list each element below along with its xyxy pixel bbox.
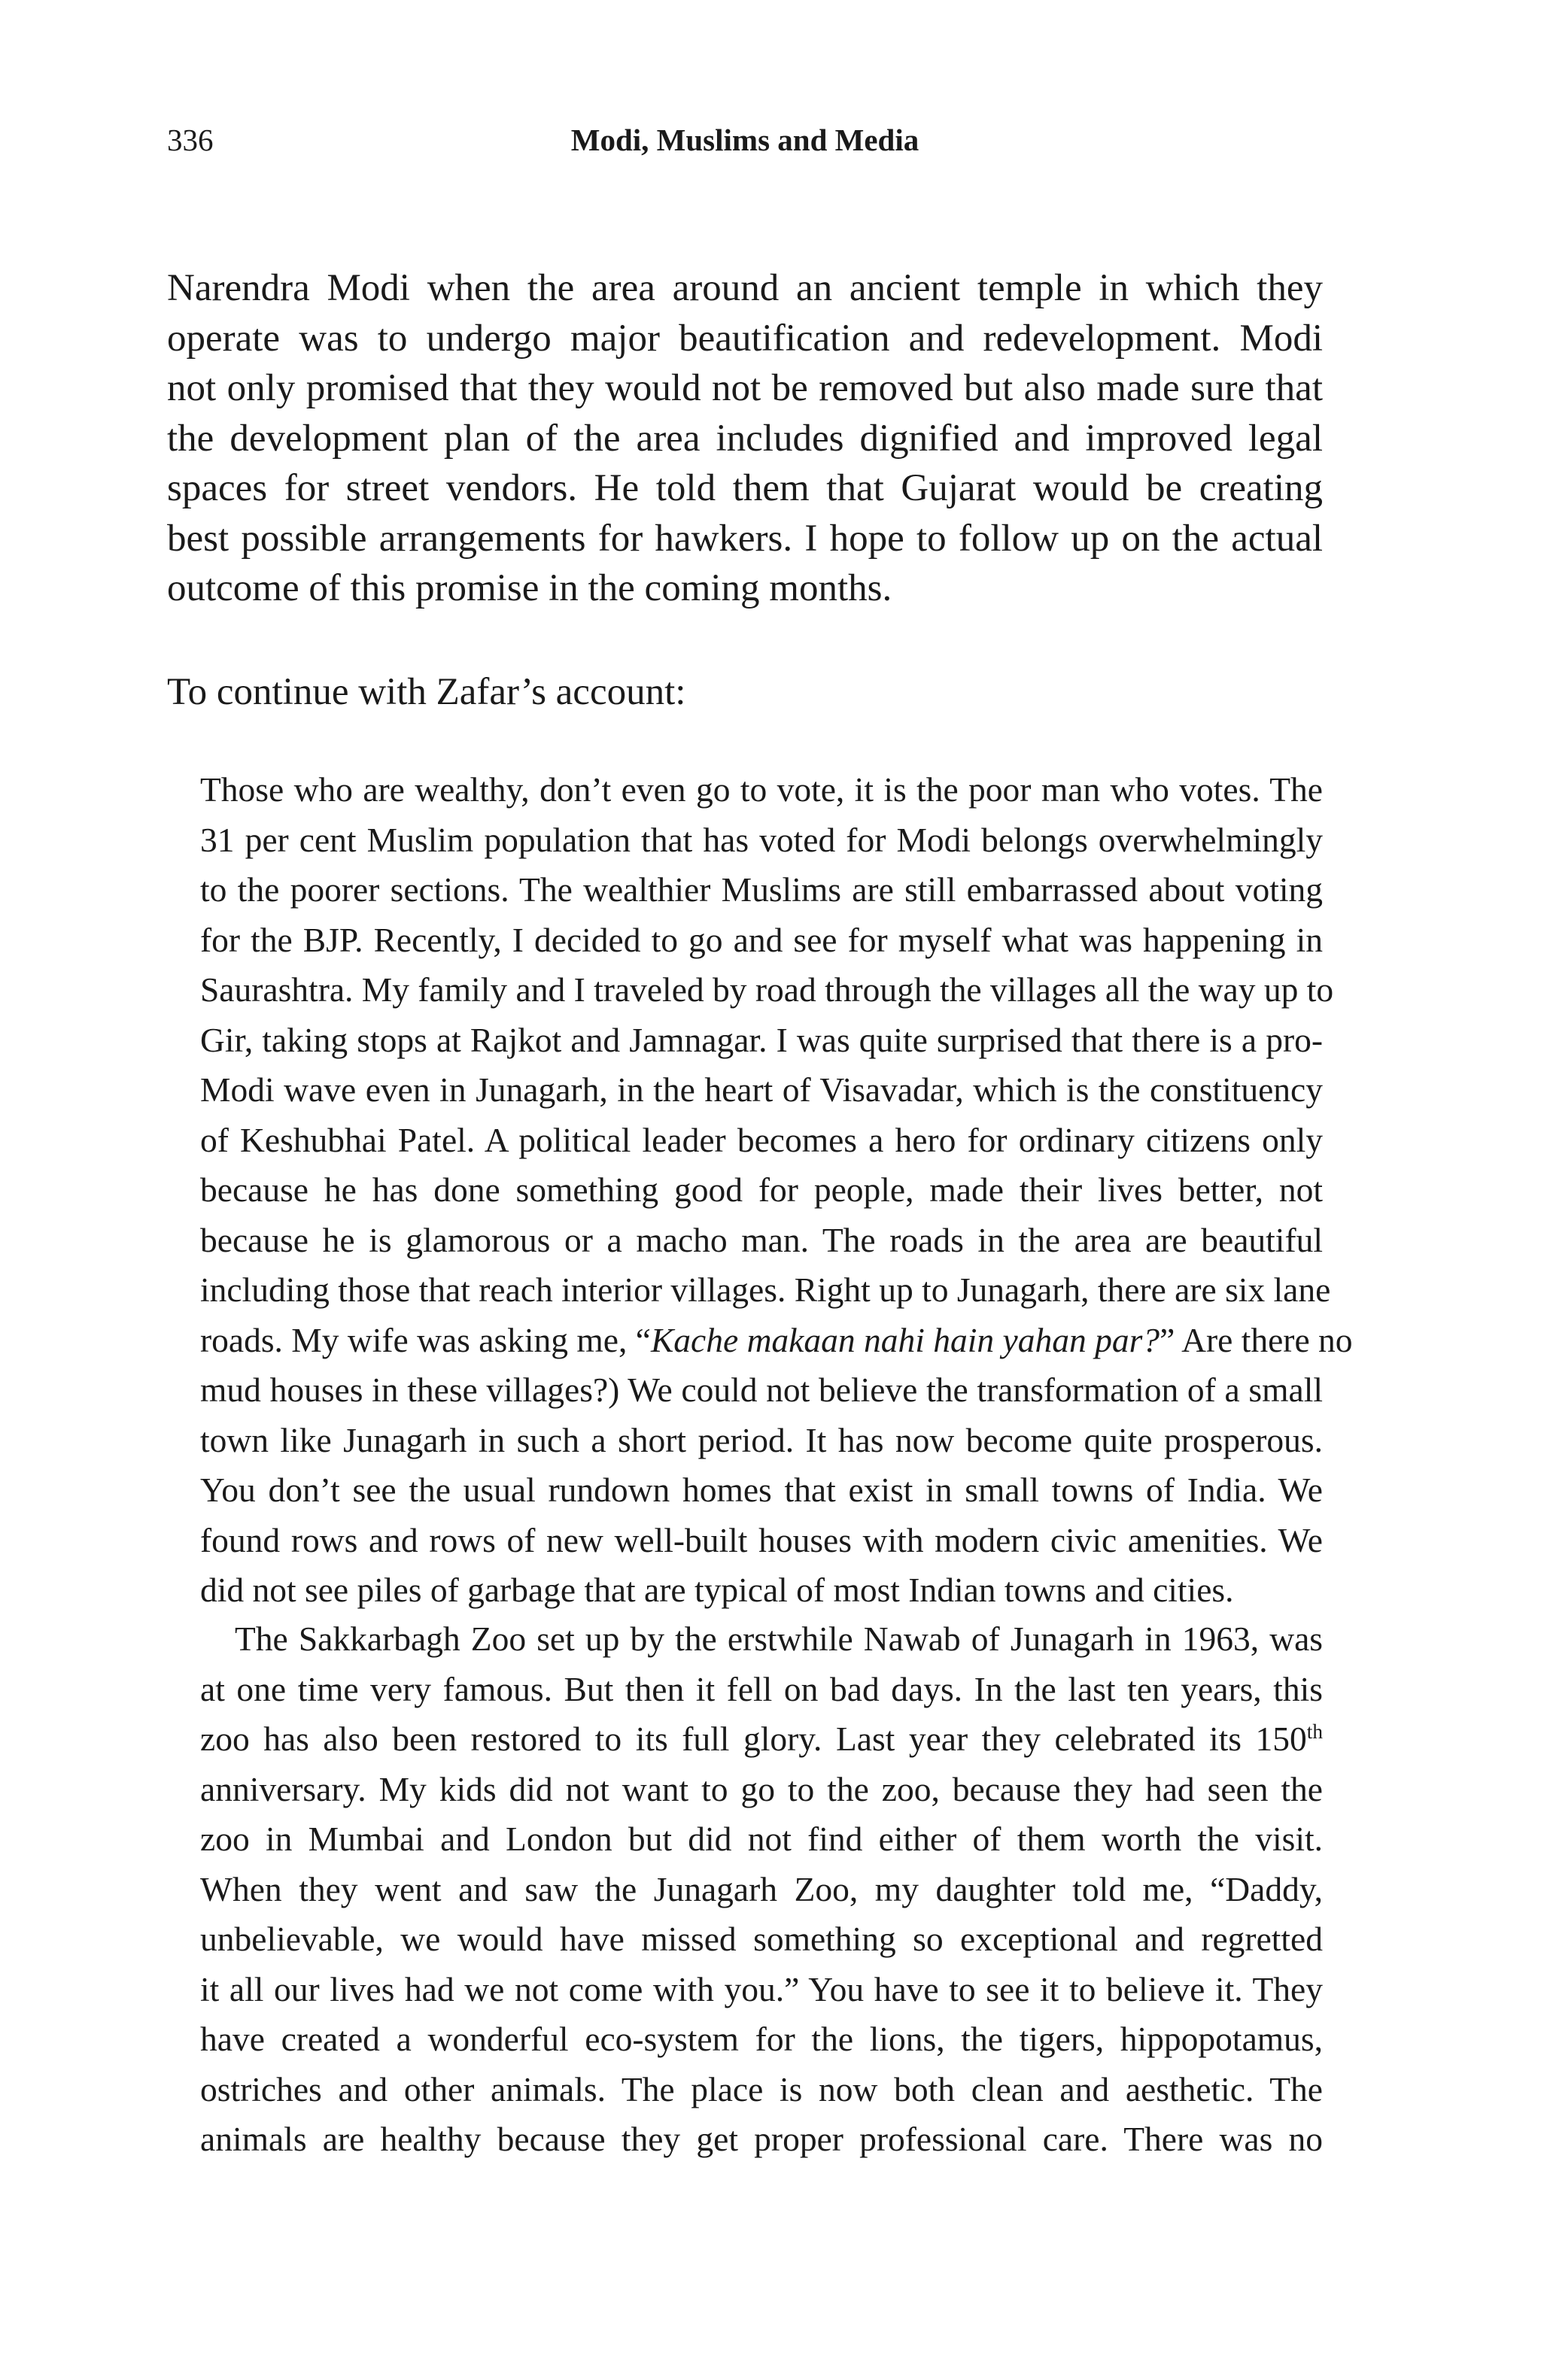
quote-line: animals are healthy because they get proper professional care. There was no bbox=[200, 2120, 1323, 2158]
quote-line: Gir, taking stops at Rajkot and Jamnagar. I was quite surprised that there is a pro- bbox=[200, 1020, 1323, 1059]
quote-line: anniversary. My kids did not want to go to the zoo, because they had seen the bbox=[200, 1769, 1323, 1808]
quote-line: mud houses in these villages?) We could not believe the transformation of a small bbox=[200, 1371, 1323, 1409]
quote-line: unbelievable, we would have missed something so exceptional and regretted bbox=[200, 1920, 1323, 1958]
quote-line: The Sakkarbagh Zoo set up by the erstwhile Nawab of Junagarh in 1963, was bbox=[235, 1620, 1323, 1658]
quote-line: to the poorer sections. The wealthier Muslims are still embarrassed about voting bbox=[200, 870, 1323, 909]
quote-line: found rows and rows of new well-built houses with modern civic amenities. We bbox=[200, 1520, 1323, 1559]
quote-line: because he has done something good for people, made their lives better, not bbox=[200, 1170, 1323, 1209]
quote-text: ” Are there no bbox=[1160, 1320, 1353, 1359]
quote-line: zoo in Mumbai and London but did not find either of them worth the visit. bbox=[200, 1820, 1323, 1858]
quote-line: Saurashtra. My family and I traveled by road through the villages all the way up to bbox=[200, 970, 1334, 1009]
text-line: outcome of this promise in the coming months. bbox=[167, 567, 892, 609]
quote-line: 31 per cent Muslim population that has voted for Modi belongs overwhelmingly bbox=[200, 820, 1323, 859]
quote-line: ostriches and other animals. The place is now both clean and aesthetic. The bbox=[200, 2069, 1323, 2108]
quote-line: for the BJP. Recently, I decided to go and see for myself what was happening in bbox=[200, 920, 1323, 959]
quote-text: roads. My wife was asking me, “ bbox=[200, 1320, 651, 1359]
text-line: not only promised that they would not be removed but also made sure that bbox=[167, 367, 1323, 409]
quote-line: did not see piles of garbage that are typical of most Indian towns and cities. bbox=[200, 1571, 1234, 1609]
quote-line: of Keshubhai Patel. A political leader becomes a hero for ordinary citizens only bbox=[200, 1120, 1323, 1159]
text-line: To continue with Zafar’s account: bbox=[167, 671, 686, 713]
quote-line: Modi wave even in Junagarh, in the heart of Visavadar, which is the constituency bbox=[200, 1070, 1323, 1109]
text-line: best possible arrangements for hawkers. I hope to follow up on the actual bbox=[167, 517, 1323, 560]
block-quote-paragraph-2 bbox=[200, 1614, 1323, 2165]
book-title: Modi, Muslims and Media bbox=[570, 123, 919, 157]
quote-line: because he is glamorous or a macho man. The roads in the area are beautiful bbox=[200, 1220, 1323, 1259]
quote-line: it all our lives had we not come with you.” You have to see it to believe it. They bbox=[200, 1969, 1323, 2008]
quote-line: Those who are wealthy, don’t even go to vote, it is the poor man who votes. The bbox=[200, 770, 1323, 809]
text-line: Narendra Modi when the area around an ancient temple in which they bbox=[167, 267, 1323, 309]
ordinal-superscript: th bbox=[1306, 1720, 1323, 1743]
block-quote-paragraph-1 bbox=[200, 765, 1353, 1616]
body-paragraph-1 bbox=[167, 263, 1323, 614]
quote-line: town like Junagarh in such a short period. It has now become quite prosperous. bbox=[200, 1420, 1323, 1459]
page-number: 336 bbox=[167, 123, 214, 157]
running-head bbox=[167, 117, 1323, 162]
text-line: the development plan of the area includes dignified and improved legal bbox=[167, 417, 1323, 460]
text-line: spaces for street vendors. He told them that Gujarat would be creating bbox=[167, 467, 1323, 509]
text-line: operate was to undergo major beautification and redevelopment. Modi bbox=[167, 317, 1323, 360]
quote-line: at one time very famous. But then it fell on bad days. In the last ten years, this bbox=[200, 1669, 1323, 1708]
quote-line: have created a wonderful eco-system for the lions, the tigers, hippopotamus, bbox=[200, 2020, 1323, 2058]
quote-line: You don’t see the usual rundown homes that exist in small towns of India. We bbox=[200, 1471, 1323, 1509]
quote-line: When they went and saw the Junagarh Zoo, my daughter told me, “Daddy, bbox=[200, 1869, 1323, 1908]
quote-line-with-italic bbox=[200, 1316, 1353, 1366]
quote-line-with-superscript bbox=[200, 1714, 1323, 1765]
quote-line: including those that reach interior villages. Right up to Junagarh, there are six lane bbox=[200, 1270, 1331, 1309]
italic-quote: Kache makaan nahi hain yahan par? bbox=[650, 1320, 1160, 1359]
body-paragraph-2 bbox=[167, 667, 1323, 718]
quote-text: zoo has also been restored to its full glory. Last year they celebrated its 150 bbox=[200, 1720, 1307, 1758]
